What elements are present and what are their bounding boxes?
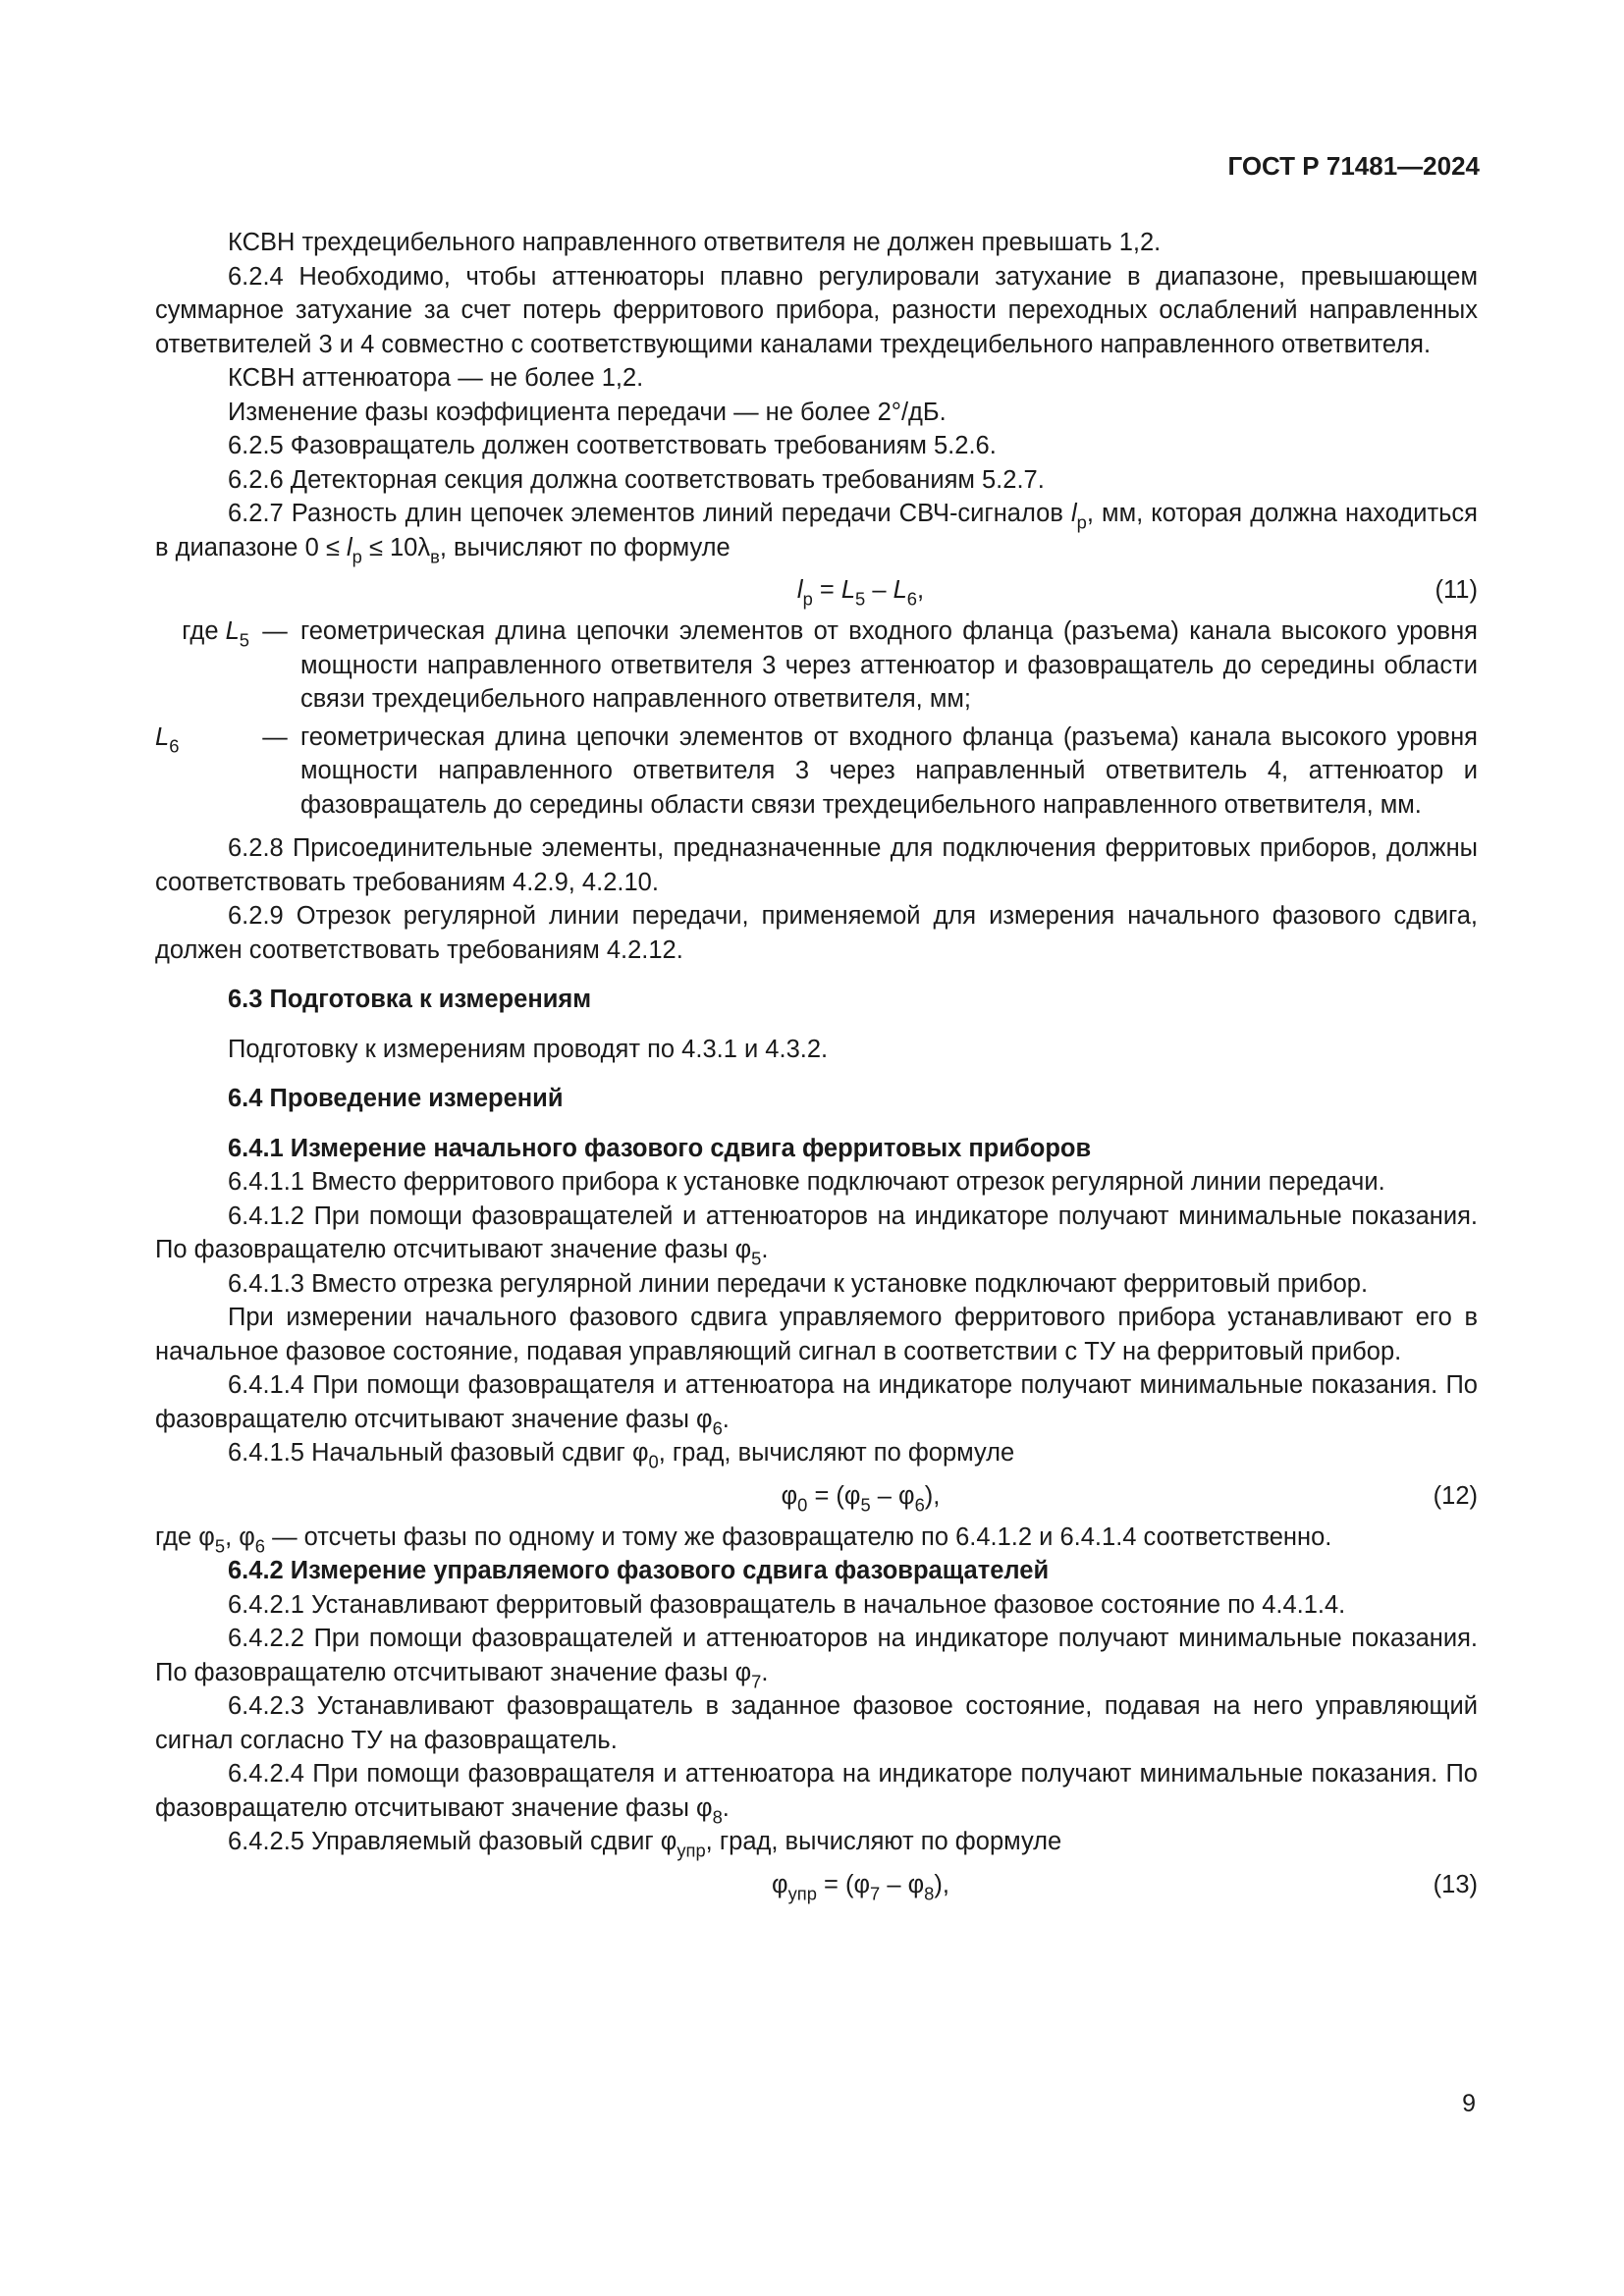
text: , мм, которая должна находиться в диапазоне 0 ≤ — [155, 500, 1478, 561]
sub: 6 — [914, 1494, 925, 1516]
formula-expression — [693, 1479, 941, 1514]
op: = — [812, 576, 841, 604]
sub: упр — [677, 1840, 706, 1861]
paragraph — [155, 497, 1478, 567]
where-label — [155, 721, 249, 823]
var: L — [840, 576, 856, 604]
paragraph — [155, 1436, 1478, 1470]
paragraph: 6.2.4 Необходимо, чтобы аттенюаторы плавно регулировали затухание в диапазоне, превышающем суммарное затухание за счет потерь ферритового прибора, разности переходных ослаблений направленных ответвителей 3 и 4 совместно с соответствующими каналами трехдецибельного направленного ответвителя. — [155, 262, 1478, 358]
text: 6.4.2.5 Управляемый фазовый сдвиг φ — [228, 1828, 677, 1855]
paragraph — [155, 1200, 1478, 1267]
section-heading: 6.4 Проведение измерений — [228, 1085, 564, 1112]
dash: — — [262, 617, 288, 645]
sub: 5 — [860, 1494, 871, 1516]
sub: 7 — [870, 1883, 881, 1904]
where-prefix: где — [182, 617, 219, 645]
page-body — [155, 226, 1478, 1909]
paragraph — [155, 1521, 1478, 1555]
sub: 8 — [712, 1806, 723, 1828]
var: φ — [772, 1870, 788, 1898]
op: = (φ — [807, 1481, 861, 1510]
paragraph: 6.2.9 Отрезок регулярной линии передачи, применяемой для измерения начального фазового сдвига, должен соответствовать требованиям 4.2.12. — [155, 902, 1478, 964]
paragraph: 6.4.1.1 Вместо ферритового прибора к установке подключают отрезок регулярной линии передачи. — [228, 1168, 1385, 1196]
paragraph — [155, 1368, 1478, 1439]
sub: 8 — [924, 1883, 935, 1904]
where-definition: геометрическая длина цепочки элементов от входного фланца (разъема) канала высокого уровня мощности направленного ответвителя 3 через аттенюатор и фазовращатель до середины области связи трехдецибельного направленного ответвителя, мм; — [300, 617, 1478, 713]
where-definition: геометрическая длина цепочки элементов от входного фланца (разъема) канала высокого уровня мощности направленного ответвителя 3 через направленный ответвитель 4, аттенюатор и фазовращатель до середины области связи трехдецибельного направленного ответвителя, мм. — [300, 722, 1478, 819]
punct: . — [761, 1658, 769, 1686]
op: ), — [934, 1870, 949, 1898]
paragraph: 6.4.2.1 Устанавливают ферритовый фазовращатель в начальное фазовое состояние по 4.4.1.4. — [228, 1590, 1346, 1619]
var: φ — [781, 1481, 798, 1510]
sub: 0 — [648, 1451, 659, 1472]
sub: 5 — [751, 1248, 762, 1269]
var: l — [346, 533, 352, 561]
paragraph: 6.2.8 Присоединительные элементы, предназначенные для подключения ферритовых приборов, должны соответствовать требованиям 4.2.9, 4.2.10. — [155, 834, 1478, 896]
formula-13 — [155, 1868, 1478, 1904]
var: L — [893, 576, 907, 604]
paragraph — [155, 1622, 1478, 1692]
formula-number: (13) — [1433, 1870, 1478, 1898]
text: , φ — [225, 1522, 255, 1551]
var: l — [1070, 500, 1077, 527]
op: = (φ — [816, 1870, 871, 1898]
sub: 7 — [751, 1671, 762, 1692]
paragraph: 6.4.1.3 Вместо отрезка регулярной линии передачи к установке подключают ферритовый прибор. — [228, 1269, 1369, 1298]
text: 6.4.1.4 При помощи фазовращателя и аттенюатора на индикаторе получают минимальные показания. По фазовращателю отсчитывают значение фазы φ — [155, 1371, 1478, 1433]
text: где φ — [155, 1522, 215, 1551]
op: – φ — [880, 1870, 925, 1898]
text: 6.2.7 Разность длин цепочек элементов линий передачи СВЧ-сигналов — [228, 500, 1071, 527]
formula-12 — [155, 1479, 1478, 1516]
sub: 6 — [712, 1417, 723, 1439]
text: 6.4.2.4 При помощи фазовращателя и аттенюатора на индикаторе получают минимальные показания. По фазовращателю отсчитывают значение фазы φ — [155, 1760, 1478, 1822]
paragraph: 6.2.6 Детекторная секция должна соответствовать требованиям 5.2.7. — [228, 465, 1045, 494]
text: , вычисляют по формуле — [439, 533, 731, 561]
formula-11 — [155, 573, 1478, 610]
text: — отсчеты фазы по одному и тому же фазовращателю по 6.4.1.2 и 6.4.1.4 соответственно. — [265, 1522, 1332, 1551]
text: ≤ 10λ — [361, 533, 431, 561]
sub: 5 — [214, 1535, 226, 1557]
section-heading: 6.3 Подготовка к измерениям — [228, 986, 592, 1013]
var: L — [155, 722, 170, 751]
sub: 5 — [855, 588, 866, 610]
where-label — [155, 614, 249, 717]
page-number: 9 — [1462, 2090, 1476, 2117]
paragraph: КСВН трехдецибельного направленного ответвителя не должен превышать 1,2. — [228, 229, 1162, 256]
text: 6.4.2.2 При помощи фазовращателей и аттенюаторов на индикаторе получают минимальные показания. По фазовращателю отсчитывают значение фазы φ — [155, 1625, 1478, 1686]
paragraph: При измерении начального фазового сдвига управляемого ферритового прибора устанавливают его в начальное фазовое состояние, подавая управляющий сигнал в соответствии с ТУ на ферритовый прибор. — [155, 1304, 1478, 1365]
document-header-id: ГОСТ Р 71481—2024 — [1227, 151, 1480, 181]
punct: . — [722, 1405, 730, 1433]
dash: — — [262, 722, 288, 751]
punct: . — [722, 1793, 730, 1822]
text: 6.4.1.5 Начальный фазовый сдвиг φ — [228, 1439, 649, 1467]
punct: . — [761, 1236, 769, 1263]
paragraph — [155, 1825, 1478, 1859]
paragraph: 6.2.5 Фазовращатель должен соответствовать требованиям 5.2.6. — [228, 432, 997, 459]
sub: 0 — [797, 1494, 808, 1516]
sub: 5 — [239, 629, 249, 651]
op: – — [865, 576, 893, 604]
where-block — [155, 614, 1478, 822]
sub: 6 — [254, 1535, 265, 1557]
text: 6.4.1.2 При помощи фазовращателей и аттенюаторов на индикаторе получают минимальные показания. По фазовращателю отсчитывают значение фазы φ — [155, 1201, 1478, 1263]
paragraph: Подготовку к измерениям проводят по 4.3.1 и 4.3.2. — [228, 1035, 829, 1063]
op: , — [917, 576, 925, 604]
text: , град, вычисляют по формуле — [658, 1439, 1015, 1467]
text: , град, вычисляют по формуле — [705, 1828, 1062, 1855]
paragraph — [155, 1757, 1478, 1828]
formula-number: (12) — [1433, 1481, 1478, 1510]
sub: р — [802, 588, 813, 610]
paragraph: 6.4.2.3 Устанавливают фазовращатель в заданное фазовое состояние, подавая на него управляющий сигнал согласно ТУ на фазовращатель. — [155, 1692, 1478, 1754]
formula-number: (11) — [1435, 576, 1478, 604]
sub: упр — [787, 1883, 817, 1904]
subsection-heading: 6.4.2 Измерение управляемого фазового сдвига фазовращателей — [228, 1557, 1050, 1584]
var: L — [225, 617, 240, 645]
sub: в — [430, 546, 440, 567]
sub: р — [1076, 511, 1087, 533]
subsection-heading: 6.4.1 Измерение начального фазового сдвига ферритовых приборов — [228, 1134, 1092, 1162]
sub: 6 — [169, 735, 180, 757]
op: – φ — [870, 1481, 915, 1510]
op: ), — [924, 1481, 941, 1510]
sub: 6 — [906, 588, 918, 610]
paragraph: КСВН аттенюатора — не более 1,2. — [228, 364, 644, 392]
sub: р — [352, 546, 362, 567]
var: l — [796, 576, 803, 604]
formula-expression — [709, 573, 924, 608]
paragraph: Изменение фазы коэффициента передачи — не более 2°/дБ. — [228, 398, 947, 426]
formula-expression — [683, 1868, 949, 1902]
